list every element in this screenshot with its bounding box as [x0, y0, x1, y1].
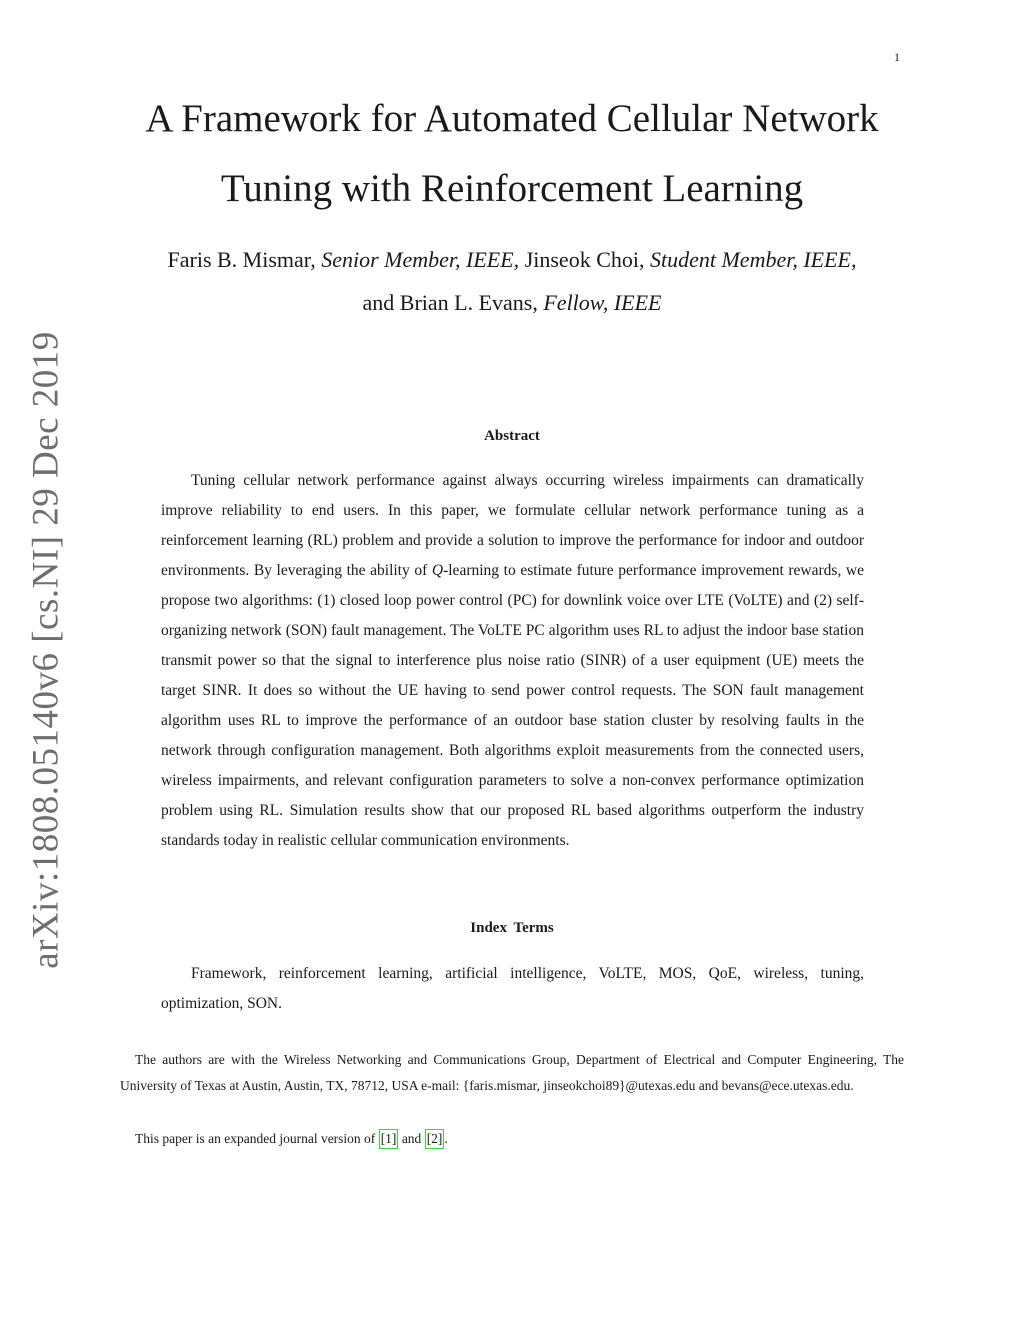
author-3-name: and Brian L. Evans, [362, 290, 538, 315]
index-terms-heading: Index Terms [470, 920, 554, 936]
author-2-name: Jinseok Choi, [524, 247, 645, 272]
paper-title [0, 84, 1024, 224]
abstract-text-part-2: -learning to estimate future performance improvement rewards, we propose two algorithms: (1) closed loop power control (PC) for downlink voice over LTE (VoLTE) and (2) self-organizing network (SON) fault management. The VoLTE PC algorithm uses RL to adjust the indoor base station transmit power so that the signal to interference plus noise ratio (SINR) of a user equipment (UE) meets the target SINR. It does so without the UE having to send power control requests. The SON fault management algorithm uses RL to improve the performance of an outdoor base station cluster by resolving faults in the network through configuration management. Both algorithms exploit measurements from the connected users, wireless impairments, and relevant configuration parameters to solve a non-convex performance optimization problem using RL. Simulation results show that our proposed RL based algorithms outperform the industry standards today in realistic cellular communication environments. [161, 562, 865, 849]
reference-link-1[interactable]: [1] [379, 1129, 399, 1149]
author-3-role: Fellow, IEEE [543, 290, 662, 315]
author-2-role: Student Member, IEEE, [649, 247, 857, 272]
title-line-1: A Framework for Automated Cellular Network [145, 97, 879, 140]
expanded-and: and [398, 1131, 425, 1146]
expanded-suffix: . [444, 1131, 448, 1146]
arxiv-stamp: arXiv:1808.05140v6 [cs.NI] 29 Dec 2019 [25, 331, 67, 969]
index-terms-body: Framework, reinforcement learning, artificial intelligence, VoLTE, MOS, QoE, wireless, tuning, optimization, SON. [161, 965, 864, 1012]
author-block [0, 238, 1024, 324]
page-number: 1 [894, 50, 900, 64]
author-1-role: Senior Member, IEEE, [321, 247, 520, 272]
reference-link-2[interactable]: [2] [425, 1129, 445, 1149]
abstract-text-part-1: Tuning cellular network performance against always occurring wireless impairments can dramatically improve reliability to end users. In this paper, we formulate cellular network performance tuning as a reinforcement learning (RL) problem and provide a solution to improve the performance for indoor and outdoor environments. By leveraging the ability of [161, 472, 864, 579]
abstract-heading: Abstract [484, 428, 540, 444]
author-1-name: Faris B. Mismar, [167, 247, 316, 272]
expanded-prefix: This paper is an expanded journal version of [135, 1131, 379, 1146]
title-line-2: Tuning with Reinforcement Learning [220, 167, 804, 210]
q-symbol: Q [431, 562, 444, 579]
affiliation-footnote: The authors are with the Wireless Networking and Communications Group, Department of Electrical and Computer Engineering, The University of Texas at Austin, Austin, TX, 78712, USA e-mail: {faris.mismar, jinseokchoi89}@utexas.edu and bevans@ece.utexas.edu. [120, 1052, 904, 1093]
abstract-body [161, 466, 864, 856]
expanded-version-footnote [135, 1126, 448, 1152]
